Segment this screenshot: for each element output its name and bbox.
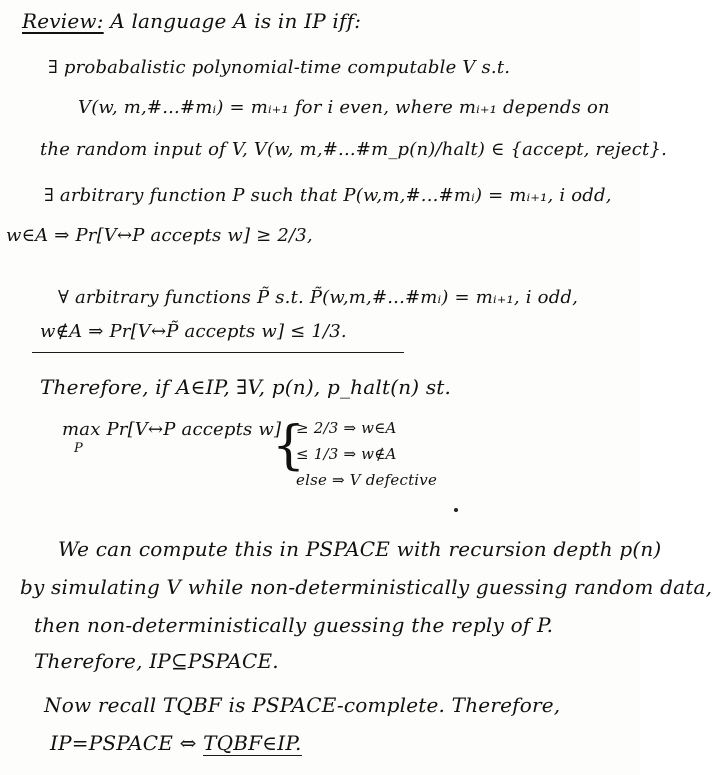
review-label: Review: xyxy=(22,9,104,33)
completeness-line: w∈A ⇒ Pr[V↔P accepts w] ≥ 2/3, xyxy=(6,225,313,246)
therefore-line: Therefore, if A∈IP, ∃V, p(n), p_halt(n) st. xyxy=(40,375,452,399)
exists-verifier-line: ∃ probabalistic polynomial-time computable V s.t. xyxy=(48,57,511,78)
stray-dot xyxy=(454,508,458,512)
conclusion-line-2 xyxy=(50,732,302,756)
case-defective: else ⇒ V defective xyxy=(296,471,438,489)
soundness-line: w∉A ⇒ Pr[V↔P̃ accepts w] ≤ 1/3. xyxy=(40,321,347,342)
cases-brace: { xyxy=(272,416,306,476)
max-expression xyxy=(62,420,281,440)
conclusion-line-1: Now recall TQBF is PSPACE-complete. Therefore, xyxy=(44,693,561,717)
random-input-line: the random input of V, V(w, m,#...#m_p(n)/halt) ∈ {accept, reject}. xyxy=(40,139,668,160)
case-accept: ≥ 2/3 ⇒ w∈A xyxy=(296,419,397,437)
pspace-line-1: We can compute this in PSPACE with recursion depth p(n) xyxy=(58,537,662,561)
exists-prover-line: ∃ arbitrary function P such that P(w,m,#...#mᵢ) = mᵢ₊₁, i odd, xyxy=(44,185,612,206)
conclusion-tqbf: TQBF∈IP. xyxy=(203,731,302,755)
verifier-even-line: V(w, m,#...#mᵢ) = mᵢ₊₁ for i even, where mᵢ₊₁ depends on xyxy=(78,97,610,118)
case-reject: ≤ 1/3 ⇒ w∉A xyxy=(296,445,397,463)
review-title: A language A is in IP iff: xyxy=(110,9,362,33)
pspace-line-3: then non-deterministically guessing the reply of P. xyxy=(34,613,554,637)
pspace-line-4: Therefore, IP⊆PSPACE. xyxy=(34,649,279,673)
max-expression-text: max Pr[V↔P accepts w] xyxy=(62,419,282,440)
review-heading xyxy=(22,10,361,32)
divider-line xyxy=(32,352,404,353)
conclusion-equivalence: IP=PSPACE ⇔ xyxy=(50,731,197,755)
forall-provers-line: ∀ arbitrary functions P̃ s.t. P̃(w,m,#...#mᵢ) = mᵢ₊₁, i odd, xyxy=(58,287,579,308)
max-subscript: P xyxy=(74,441,83,456)
pspace-line-2: by simulating V while non-deterministically guessing random data, xyxy=(20,575,712,599)
